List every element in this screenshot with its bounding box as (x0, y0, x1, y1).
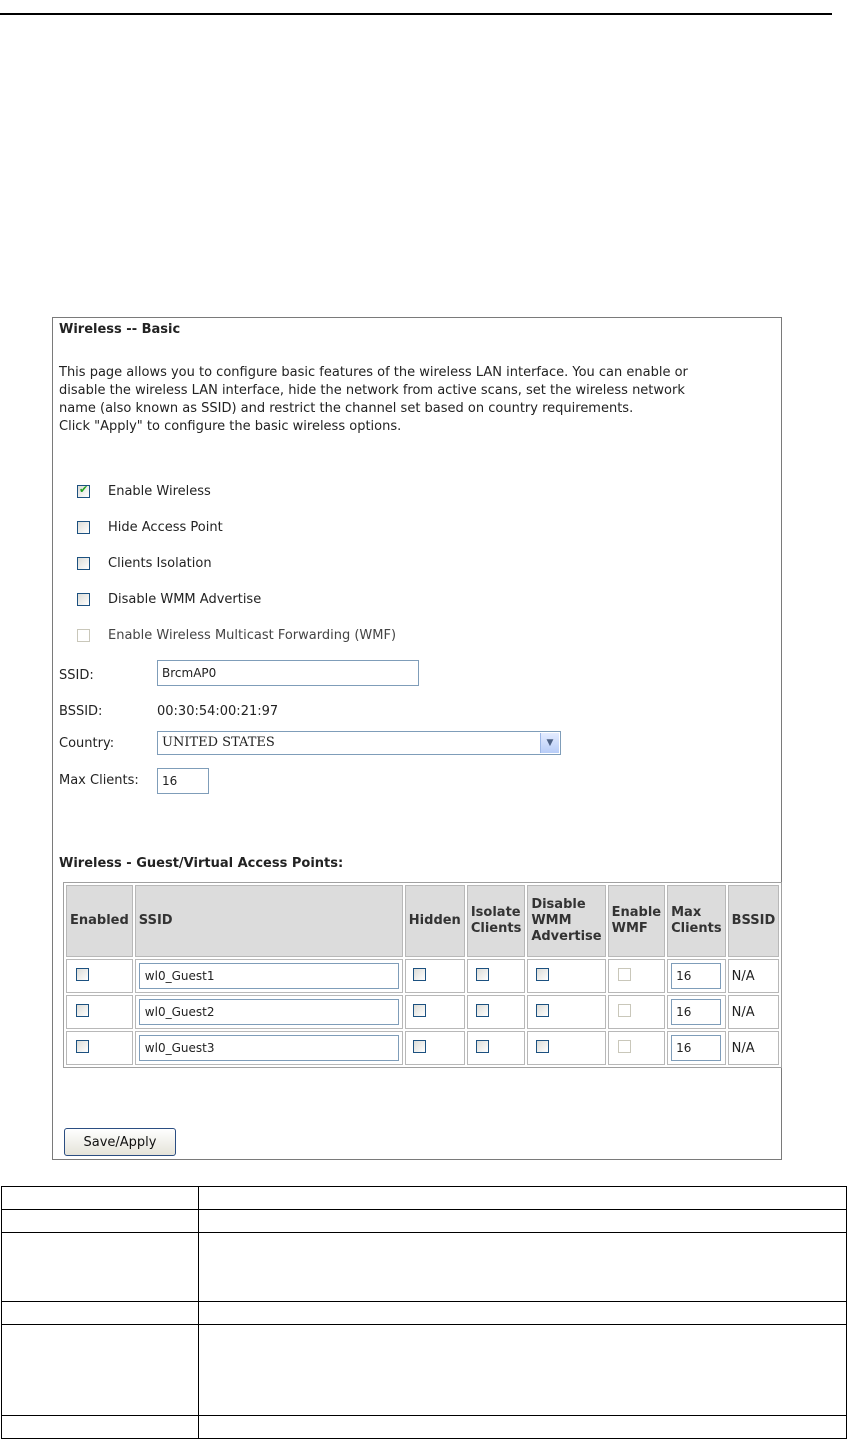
enable-wireless-checkbox[interactable] (77, 485, 90, 498)
description-line: disable the wireless LAN interface, hide the network from active scans, set the wireless network (59, 383, 685, 398)
description-line: name (also known as SSID) and restrict the channel set based on country requirements. (59, 401, 634, 416)
guest-enabled-checkbox[interactable] (76, 968, 89, 981)
cell-bssid: N/A (728, 959, 780, 993)
guest-disable-wmm-checkbox[interactable] (536, 1004, 549, 1017)
col-bssid: BSSID (728, 885, 780, 957)
table-row (2, 1187, 847, 1210)
guest-disable-wmm-checkbox[interactable] (536, 1040, 549, 1053)
disable-wmm-checkbox[interactable] (77, 593, 90, 606)
bssid-value: 00:30:54:00:21:97 (157, 704, 279, 719)
header-line: Clients (671, 921, 722, 936)
cell-disable-wmm (527, 995, 605, 1029)
description-line: This page allows you to configure basic features of the wireless LAN interface. You can enable or (59, 365, 688, 380)
guest-max-clients-input[interactable] (671, 963, 721, 989)
country-selected-value: UNITED STATES (162, 735, 275, 750)
description-line: Click "Apply" to configure the basic wireless options. (59, 419, 402, 434)
table-row (2, 1210, 847, 1233)
option-disable-wmm[interactable] (77, 590, 261, 608)
cell-ssid (135, 1031, 403, 1065)
header-line: Disable (531, 897, 586, 912)
cell-ssid (135, 959, 403, 993)
table-row (66, 1031, 779, 1065)
bssid-label: BSSID: (59, 704, 103, 719)
table-row (2, 1233, 847, 1302)
ssid-input[interactable] (157, 660, 419, 686)
table-row (66, 995, 779, 1029)
panel-description (59, 364, 759, 436)
page-top-rule (0, 13, 832, 15)
guest-isolate-checkbox[interactable] (476, 968, 489, 981)
guest-max-clients-input[interactable] (671, 999, 721, 1025)
col-ssid: SSID (135, 885, 403, 957)
cell-isolate (467, 995, 525, 1029)
option-label: Enable Wireless (108, 483, 211, 499)
table-row (2, 1416, 847, 1439)
header-line: Isolate (470, 905, 521, 920)
country-label: Country: (59, 736, 115, 751)
option-enable-wireless[interactable] (77, 482, 211, 500)
cell-enable-wmf (608, 995, 666, 1029)
guest-enabled-checkbox[interactable] (76, 1004, 89, 1017)
option-clients-isolation[interactable] (77, 554, 212, 572)
guest-ssid-input[interactable] (139, 1035, 399, 1061)
guest-enabled-checkbox[interactable] (76, 1040, 89, 1053)
country-select[interactable] (157, 731, 561, 755)
guest-enable-wmf-checkbox (618, 968, 631, 981)
cell-isolate (467, 1031, 525, 1065)
guest-ap-table (63, 882, 782, 1068)
col-max-clients (667, 885, 725, 957)
col-disable-wmm (527, 885, 605, 957)
header-line: Advertise (531, 929, 602, 944)
cell-disable-wmm (527, 959, 605, 993)
guest-isolate-checkbox[interactable] (476, 1040, 489, 1053)
guest-max-clients-input[interactable] (671, 1035, 721, 1061)
option-label: Enable Wireless Multicast Forwarding (WMF) (108, 627, 397, 643)
cell-max (667, 1031, 725, 1065)
guest-section-title: Wireless - Guest/Virtual Access Points: (59, 856, 344, 871)
cell-isolate (467, 959, 525, 993)
option-hide-access-point[interactable] (77, 518, 223, 536)
cell-hidden (405, 959, 465, 993)
ssid-label: SSID: (59, 668, 94, 683)
option-label: Disable WMM Advertise (108, 591, 262, 607)
chevron-down-icon[interactable]: ▼ (540, 733, 559, 753)
table-row (2, 1302, 847, 1325)
hide-access-point-checkbox[interactable] (77, 521, 90, 534)
wireless-basic-panel (52, 317, 782, 1160)
clients-isolation-checkbox[interactable] (77, 557, 90, 570)
max-clients-label: Max Clients: (59, 773, 139, 788)
table-row (66, 959, 779, 993)
guest-hidden-checkbox[interactable] (413, 968, 426, 981)
max-clients-input[interactable] (157, 768, 209, 794)
col-isolate-clients (467, 885, 525, 957)
cell-max (667, 995, 725, 1029)
header-line: Max (671, 905, 702, 920)
header-line: Enable (611, 905, 662, 920)
header-line: Clients (470, 921, 522, 936)
col-hidden: Hidden (405, 885, 465, 957)
option-label: Hide Access Point (108, 519, 223, 535)
cell-disable-wmm (527, 1031, 605, 1065)
cell-ssid (135, 995, 403, 1029)
guest-ssid-input[interactable] (139, 999, 399, 1025)
cell-enabled (66, 995, 133, 1029)
table-header-row (66, 885, 779, 957)
cell-bssid: N/A (728, 995, 780, 1029)
table-row (2, 1325, 847, 1416)
cell-max (667, 959, 725, 993)
cell-hidden (405, 995, 465, 1029)
col-enable-wmf (608, 885, 666, 957)
panel-title: Wireless -- Basic (59, 322, 181, 337)
cell-enabled (66, 959, 133, 993)
save-apply-button[interactable]: Save/Apply (64, 1128, 176, 1156)
enable-wmf-checkbox (77, 629, 90, 642)
guest-hidden-checkbox[interactable] (413, 1004, 426, 1017)
option-label: Clients Isolation (108, 555, 212, 571)
guest-hidden-checkbox[interactable] (413, 1040, 426, 1053)
option-enable-wmf (77, 626, 396, 644)
col-enabled: Enabled (66, 885, 133, 957)
guest-ssid-input[interactable] (139, 963, 399, 989)
cell-hidden (405, 1031, 465, 1065)
header-line: WMM (531, 913, 572, 928)
cell-enabled (66, 1031, 133, 1065)
header-line: WMF (611, 921, 648, 936)
cell-enable-wmf (608, 959, 666, 993)
guest-enable-wmf-checkbox (618, 1004, 631, 1017)
field-description-table (1, 1186, 847, 1439)
cell-bssid: N/A (728, 1031, 780, 1065)
guest-isolate-checkbox[interactable] (476, 1004, 489, 1017)
guest-enable-wmf-checkbox (618, 1040, 631, 1053)
guest-disable-wmm-checkbox[interactable] (536, 968, 549, 981)
cell-enable-wmf (608, 1031, 666, 1065)
